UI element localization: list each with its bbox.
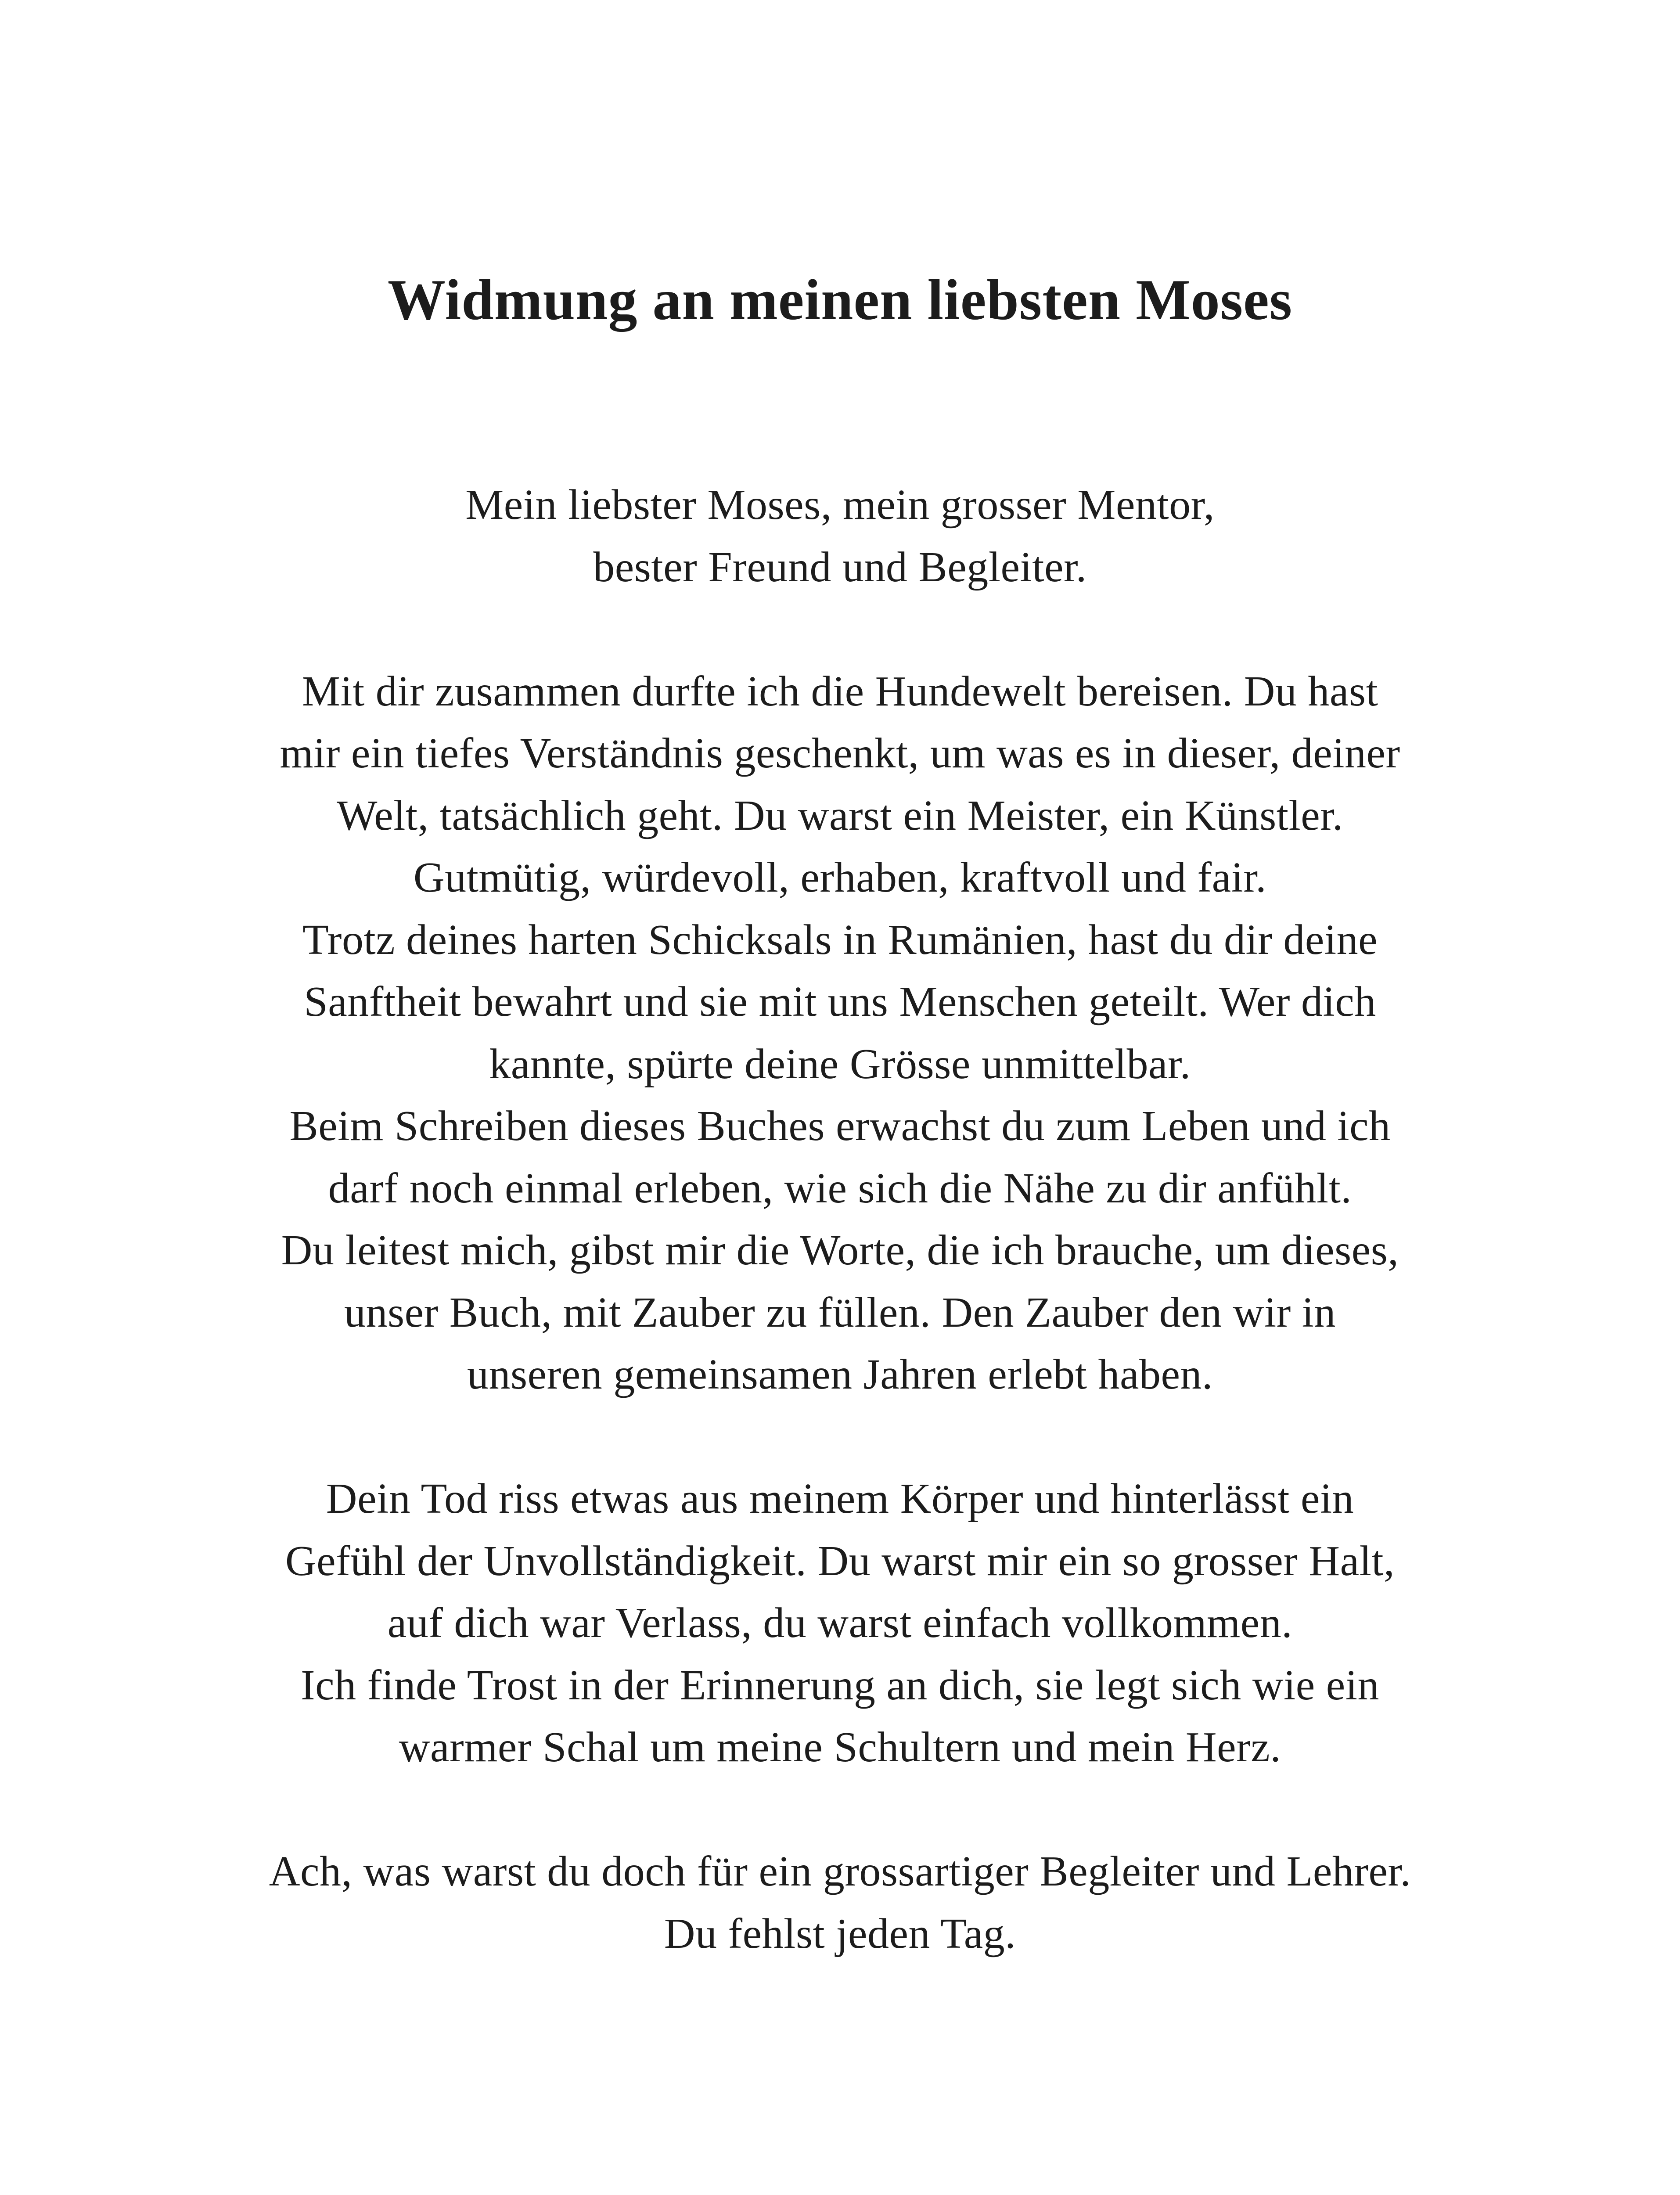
paragraph-gap (246, 1779, 1434, 1841)
page-title: Widmung an meinen liebsten Moses (387, 267, 1293, 332)
text-line: Welt, tatsächlich geht. Du warst ein Meister, ein Künstler. (337, 792, 1343, 839)
dedication-text (246, 474, 1434, 1965)
text-line: Ich finde Trost in der Erinnerung an dich, sie legt sich wie ein (301, 1661, 1379, 1709)
text-line: auf dich war Verlass, du warst einfach vollkommen. (387, 1599, 1293, 1647)
text-line: warmer Schal um meine Schultern und mein Herz. (399, 1724, 1281, 1771)
text-line: kannte, spürte deine Grösse unmittelbar. (489, 1040, 1191, 1088)
text-line: Trotz deines harten Schicksals in Rumänien, hast du dir deine (302, 916, 1378, 964)
text-line: darf noch einmal erleben, wie sich die Nähe zu dir anfühlt. (328, 1164, 1352, 1212)
text-line: Du fehlst jeden Tag. (664, 1910, 1016, 1958)
text-line: Mit dir zusammen durfte ich die Hundewelt bereisen. Du hast (302, 667, 1378, 715)
paragraph-gap (246, 1406, 1434, 1468)
text-line: Mein liebster Moses, mein grosser Mentor, (465, 481, 1215, 529)
text-line: Gutmütig, würdevoll, erhaben, kraftvoll und fair. (413, 854, 1267, 901)
text-line: unser Buch, mit Zauber zu füllen. Den Zauber den wir in (344, 1288, 1336, 1336)
text-line: unseren gemeinsamen Jahren erlebt haben. (467, 1351, 1213, 1398)
text-line: Beim Schreiben dieses Buches erwachst du zum Leben und ich (289, 1102, 1391, 1150)
text-line: Dein Tod riss etwas aus meinem Körper und hinterlässt ein (326, 1475, 1354, 1522)
text-line: Sanftheit bewahrt und sie mit uns Menschen geteilt. Wer dich (304, 978, 1376, 1026)
text-line: mir ein tiefes Verständnis geschenkt, um was es in dieser, deiner (280, 730, 1400, 777)
text-line: Ach, was warst du doch für ein grossartiger Begleiter und Lehrer. (269, 1848, 1411, 1895)
text-line: Du leitest mich, gibst mir die Worte, die ich brauche, um dieses, (281, 1227, 1399, 1274)
text-line: Gefühl der Unvollständigkeit. Du warst mir ein so grosser Halt, (285, 1537, 1395, 1585)
text-line: bester Freund und Begleiter. (593, 543, 1087, 591)
paragraph-gap (246, 598, 1434, 661)
